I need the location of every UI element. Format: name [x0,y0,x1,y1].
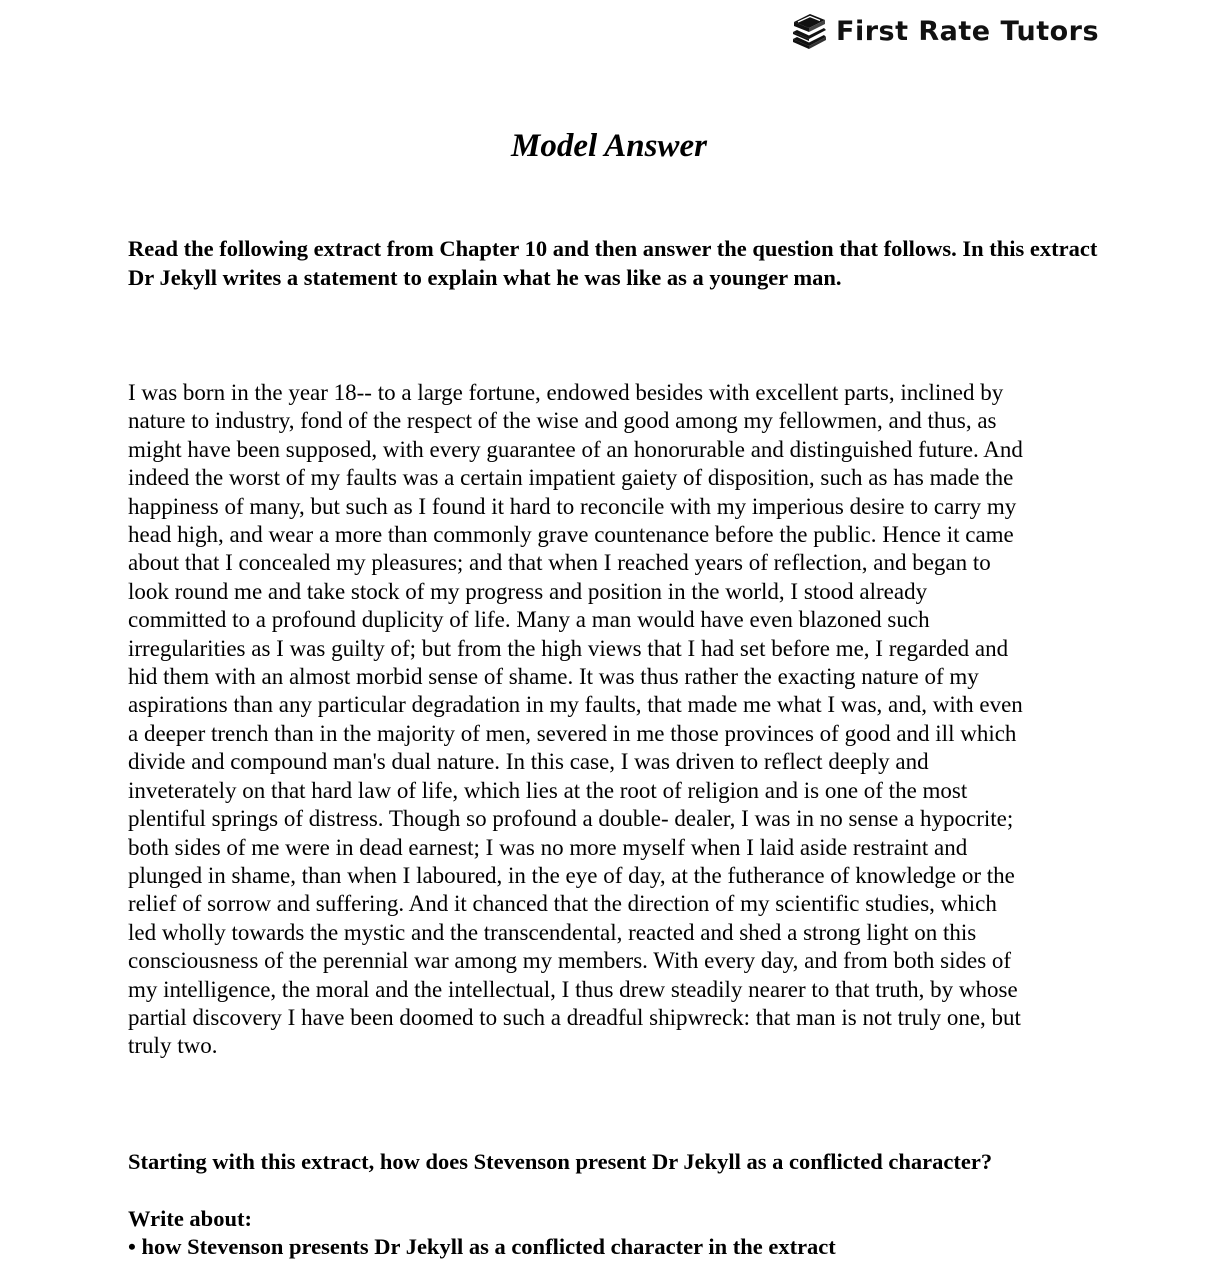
extract-line: head high, and wear a more than commonly grave countenance before the public. Hence it came [128,522,1014,548]
extract-line: aspirations than any particular degradation in my faults, that made me what I was, and, with even [128,692,1023,718]
extract-line: might have been supposed, with every guarantee of an honorurable and distinguished future. And [128,436,1023,462]
extract-line: I was born in the year 18-- to a large fortune, endowed besides with excellent parts, inclined by [128,380,1004,405]
extract-passage [128,379,1103,1061]
extract-line: a deeper trench than in the majority of men, severed in me those provinces of good and ill which [128,720,1017,746]
intro-instruction: Read the following extract from Chapter 10 and then answer the question that follows. In this extract Dr Jekyll writes a statement to explain what he was like as a younger man. [128,236,1098,290]
extract-line: inveterately on that hard law of life, which lies at the root of religion and is one of the most [128,777,968,803]
brand-name: First Rate Tutors [836,15,1100,47]
extract-line: my intelligence, the moral and the intellectual, I thus drew steadily nearer to that truth, by whose [128,976,1018,1002]
extract-line: partial discovery I have been doomed to such a dreadful shipwreck: that man is not truly one, but [128,1004,1021,1030]
extract-line: happiness of many, but such as I found it hard to reconcile with my imperious desire to carry my [128,493,1017,519]
extract-line: consciousness of the perennial war among my members. With every day, and from both sides of [128,948,1012,974]
extract-line: plunged in shame, than when I laboured, in the eye of day, at the futherance of knowledge or the [128,862,1015,888]
extract-line: hid them with an almost morbid sense of shame. It was thus rather the exacting nature of my [128,664,979,690]
extract-line: led wholly towards the mystic and the transcendental, reacted and shed a strong light on this [128,919,977,945]
extract-line: look round me and take stock of my progress and position in the world, I stood already [128,578,928,604]
extract-line: truly two. [128,1033,218,1059]
extract-line: indeed the worst of my faults was a certain impatient gaiety of disposition, such as has made the [128,465,1014,491]
extract-line: committed to a profound duplicity of life. Many a man would have even blazoned such [128,607,930,633]
extract-line: relief of sorrow and suffering. And it chanced that the direction of my scientific studies, which [128,891,997,917]
write-about-label: Write about: [128,1206,252,1231]
extract-line: about that I concealed my pleasures; and that when I reached years of reflection, and began to [128,550,991,576]
brand-logo [790,10,1099,52]
extract-line: plentiful springs of distress. Though so profound a double- dealer, I was in no sense a hypocrite; [128,806,1014,832]
extract-line: nature to industry, fond of the respect of the wise and good among my fellowmen, and thus, as [128,408,997,434]
bullet-point: • how Stevenson presents Dr Jekyll as a conflicted character in the extract [128,1234,836,1259]
stacked-books-icon [790,10,828,52]
extract-line: both sides of me were in dead earnest; I was no more myself when I laid aside restraint and [128,834,968,860]
extract-line: divide and compound man's dual nature. In this case, I was driven to reflect deeply and [128,749,929,775]
page-title: Model Answer [511,128,707,164]
extract-line: irregularities as I was guilty of; but from the high views that I had set before me, I regarded and [128,635,1009,661]
essay-question: Starting with this extract, how does Stevenson present Dr Jekyll as a conflicted character? [128,1149,993,1174]
